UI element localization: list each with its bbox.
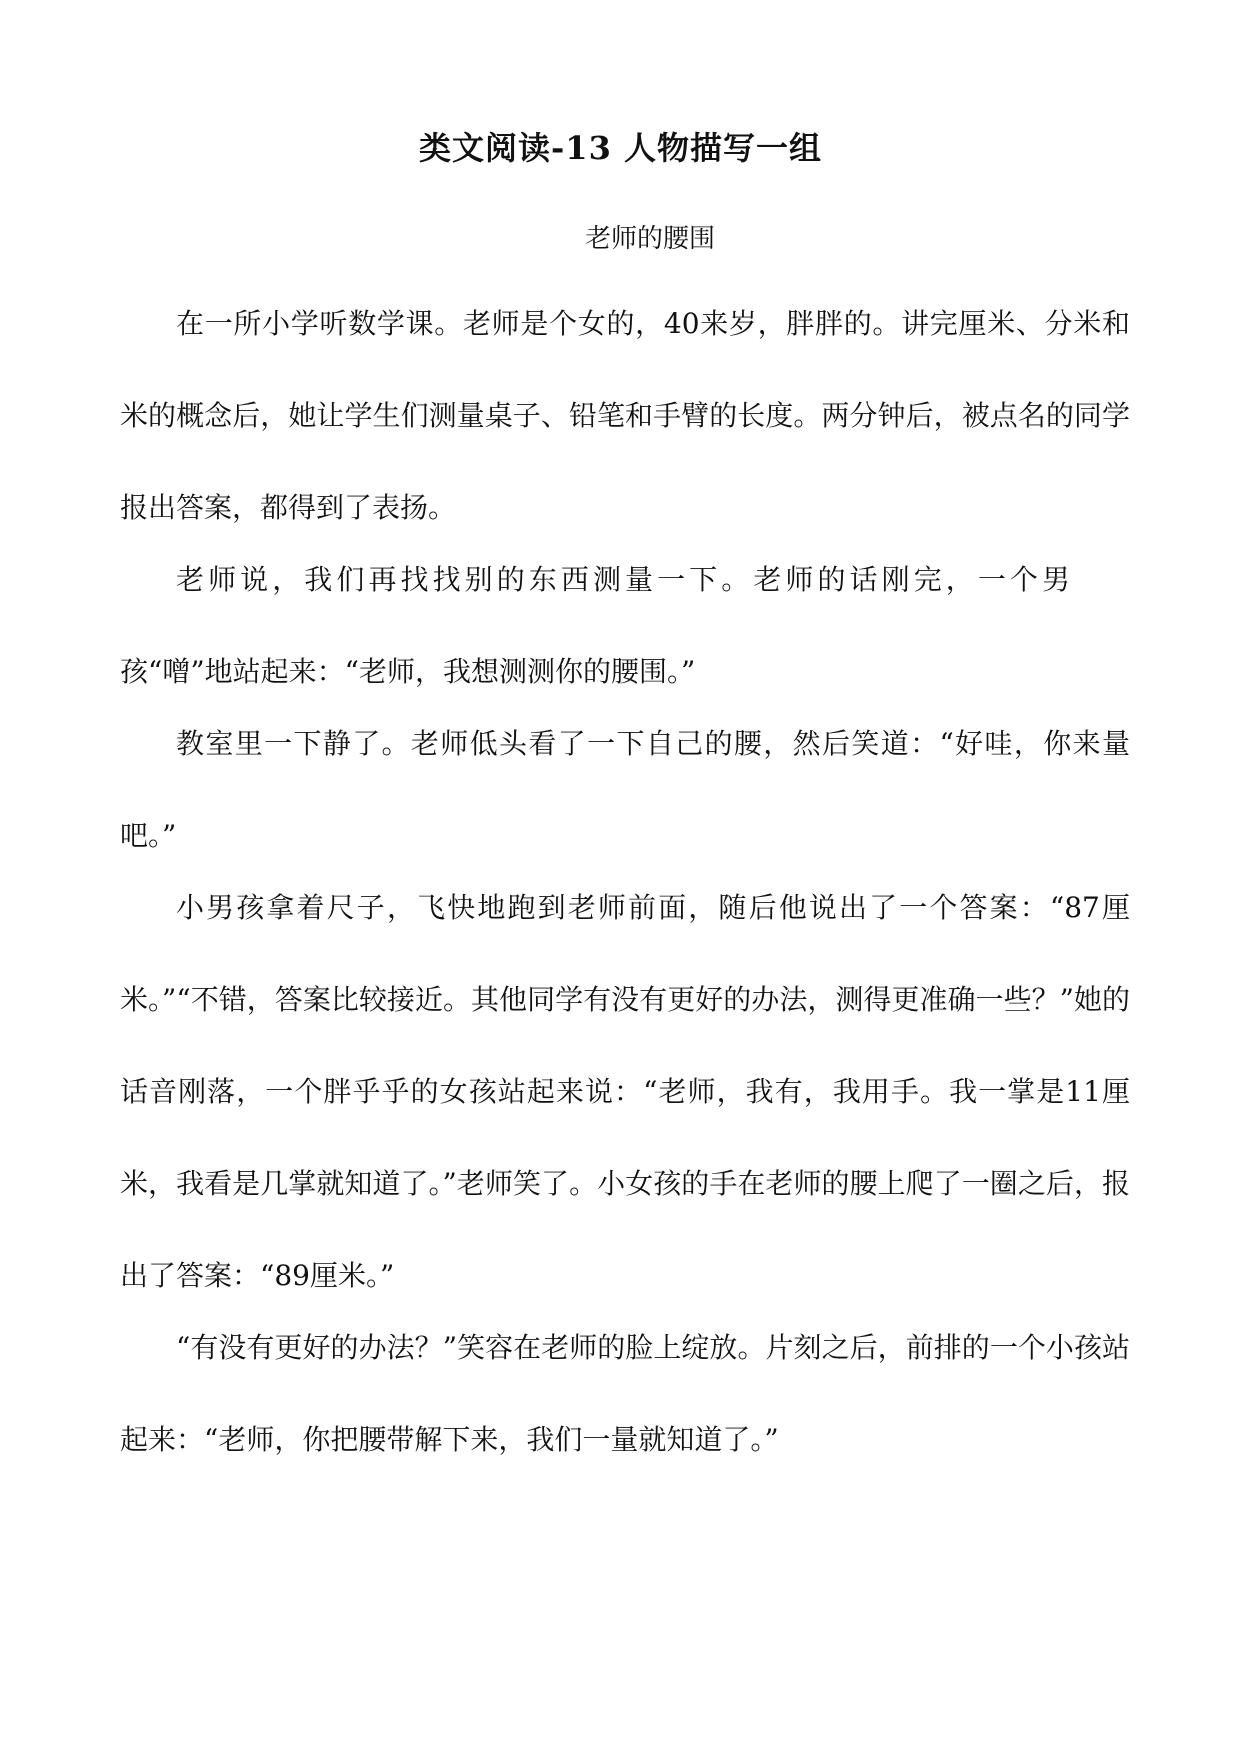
paragraph-5: “有没有更好的办法？”笑容在老师的脸上绽放。片刻之后，前排的一个小孩站起来：“老师，你把腰带解下来，我们一量就知道了。”	[120, 1331, 1130, 1456]
paragraph-1: 在一所小学听数学课。老师是个女的，40来岁，胖胖的。讲完厘米、分米和米的概念后，她让学生们测量桌子、铅笔和手臂的长度。两分钟后，被点名的同学报出答案，都得到了表扬。	[120, 307, 1130, 524]
paragraph-2: 老师说，我们再找找别的东西测量一下。老师的话刚完，一个男孩“噌”地站起来：“老师，我想测测你的腰围。”	[120, 563, 1070, 688]
paragraph-3: 教室里一下静了。老师低头看了一下自己的腰，然后笑道：“好哇，你来量吧。”	[120, 727, 1130, 852]
story-body	[120, 298, 1130, 1486]
document-title: 类文阅读-13 人物描写一组	[419, 129, 822, 167]
paragraph-4: 小男孩拿着尺子，飞快地跑到老师前面，随后他说出了一个答案：“87厘米。”“不错，答案比较接近。其他同学有没有更好的办法，测得更准确一些？”她的话音刚落，一个胖乎乎的女孩站起来说：“老师，我有，我用手。我一掌是11厘米，我看是几掌就知道了。”老师笑了。小女孩的手在老师的腰上爬了一圈之后，报出了答案：“89厘米。”	[120, 891, 1130, 1292]
story-title: 老师的腰围	[584, 224, 715, 254]
